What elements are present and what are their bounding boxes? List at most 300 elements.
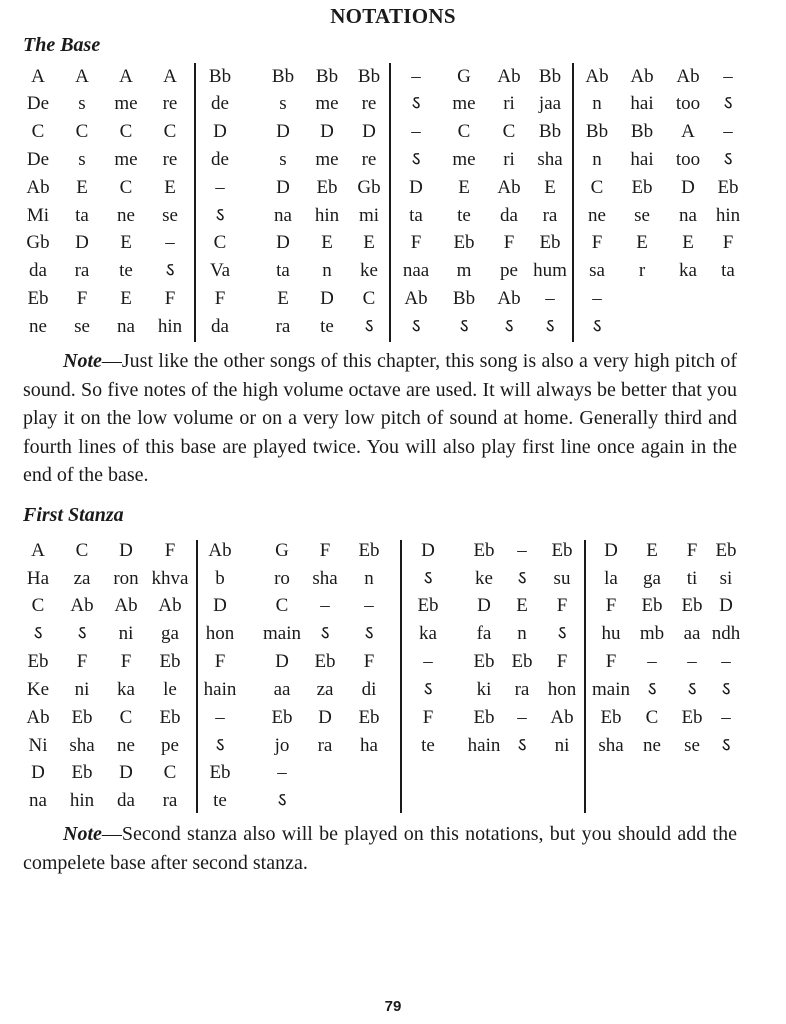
note-cell: A [119,66,133,87]
syllable-cell: da [29,260,47,281]
syllable-cell: ga [161,623,179,644]
note-cell: D [681,177,695,198]
base-heading: The Base [23,34,101,56]
syllable-cell: ndh [711,623,741,644]
note-cell: E [363,232,375,253]
syllable-cell: ऽ [33,623,43,644]
syllable-cell: sha [537,149,563,170]
note-cell: Eb [358,540,380,561]
syllable-cell: ऽ [364,316,374,337]
note-cell: Eb [641,595,663,616]
syllable-cell: ऽ [364,623,374,644]
note-cell: Bb [315,66,339,87]
syllable-cell: te [119,260,133,281]
syllable-cell: khva [151,568,189,589]
note-cell: Ab [585,66,609,87]
syllable-cell: Va [209,260,231,281]
note-cell: Ab [497,288,521,309]
note-cell: D [477,595,491,616]
syllable-cell: Ha [26,568,50,589]
syllable-cell: ra [74,260,90,281]
syllable-cell: ke [360,260,378,281]
syllable-cell: ऽ [277,790,287,811]
note-cell: – [277,762,287,783]
note-cell: – [411,121,421,142]
note-cell: D [275,651,289,672]
syllable-cell: ki [476,679,492,700]
note-cell: E [646,540,658,561]
note-cell: Bb [585,121,609,142]
syllable-cell: ri [503,93,515,114]
syllable-cell: hin [69,790,95,811]
note-cell: Eb [271,707,293,728]
syllable-cell: ni [118,623,134,644]
note-cell: C [590,177,604,198]
note-cell: Eb [715,540,737,561]
syllable-cell: n [592,149,602,170]
note-cell: Eb [71,762,93,783]
note-cell: – [423,651,433,672]
syllable-cell: m [456,260,472,281]
syllable-cell: ऽ [423,568,433,589]
note-cell: F [605,595,617,616]
note-cell: E [682,232,694,253]
note-cell: D [421,540,435,561]
note-cell: Eb [159,651,181,672]
syllable-cell: re [361,93,377,114]
note-cell: – [721,707,731,728]
note-cell: Gb [26,232,50,253]
syllable-cell: ऽ [557,623,567,644]
page-number: 79 [384,998,402,1015]
note-cell: D [276,177,290,198]
syllable-cell: r [638,260,646,281]
note-cell: F [319,540,331,561]
note-cell: – [411,66,421,87]
syllable-cell: ni [74,679,90,700]
syllable-cell: s [279,149,287,170]
note-cell: D [276,232,290,253]
syllable-cell: da [500,205,518,226]
syllable-cell: ra [514,679,530,700]
note-cell: – [517,707,527,728]
syllable-cell: ta [276,260,290,281]
syllable-cell: za [73,568,91,589]
syllable-cell: mb [639,623,665,644]
syllable-cell: te [213,790,227,811]
note-cell: – [364,595,374,616]
note-cell: Eb [27,651,49,672]
syllable-cell: se [634,205,650,226]
syllable-cell: ऽ [411,93,421,114]
syllable-cell: ऽ [459,316,469,337]
note-cell: D [75,232,89,253]
note-cell: Eb [511,651,533,672]
note-paragraph-2 [23,820,737,877]
syllable-cell: na [29,790,47,811]
syllable-cell: sha [69,735,95,756]
syllable-cell: la [604,568,618,589]
note-cell: Eb [600,707,622,728]
note-cell: E [120,288,132,309]
note-cell: – [723,66,733,87]
syllable-cell: hain [467,735,501,756]
syllable-cell: ti [686,568,698,589]
note-cell: Gb [357,177,381,198]
note-cell: C [213,232,227,253]
note-lead: Note [63,823,102,845]
note-cell: F [214,288,226,309]
syllable-cell: ne [117,205,135,226]
note-cell: – [517,540,527,561]
syllable-cell: ऽ [687,679,697,700]
syllable-cell: Mi [26,205,50,226]
syllable-cell: ka [117,679,135,700]
syllable-cell: ऽ [545,316,555,337]
syllable-cell: da [211,316,229,337]
syllable-cell: me [315,93,339,114]
syllable-cell: ta [721,260,735,281]
syllable-cell: Ni [28,735,48,756]
syllable-cell: ऽ [517,735,527,756]
note-cell: C [457,121,471,142]
note-cell: F [686,540,698,561]
syllable-cell: su [553,568,571,589]
syllable-cell: n [592,93,602,114]
note-cell: Ab [550,707,574,728]
syllable-cell: ऽ [721,679,731,700]
note-cell: Bb [630,121,654,142]
syllable-cell: di [361,679,377,700]
note-cell: F [591,232,603,253]
syllable-cell: ri [503,149,515,170]
syllable-cell: De [26,149,50,170]
syllable-cell: hu [601,623,621,644]
syllable-cell: pe [161,735,179,756]
syllable-cell: ne [643,735,661,756]
syllable-cell: hon [547,679,577,700]
note-cell: E [516,595,528,616]
syllable-cell: s [78,93,86,114]
note-cell: Eb [473,707,495,728]
syllable-cell: ne [588,205,606,226]
note-cell: Ab [26,177,50,198]
syllable-cell: ऽ [721,735,731,756]
note-cell: Eb [473,651,495,672]
syllable-cell: hai [630,93,654,114]
note-cell: D [719,595,733,616]
note-cell: A [31,540,45,561]
stanza-heading: First Stanza [23,504,124,526]
syllable-cell: fa [476,623,492,644]
note-cell: – [215,177,225,198]
syllable-cell: le [163,679,177,700]
note-cell: D [119,762,133,783]
syllable-cell: ra [275,316,291,337]
syllable-cell: ta [75,205,89,226]
syllable-cell: hin [314,205,340,226]
syllable-cell: re [361,149,377,170]
syllable-cell: na [274,205,292,226]
note-cell: – [721,651,731,672]
page-title: NOTATIONS [330,4,456,28]
syllable-cell: re [162,149,178,170]
note-cell: Ab [497,66,521,87]
note-cell: Eb [209,762,231,783]
note-cell: F [76,288,88,309]
syllable-cell: hai [630,149,654,170]
syllable-cell: ta [409,205,423,226]
syllable-cell: na [117,316,135,337]
syllable-cell: si [719,568,733,589]
syllable-cell: ka [419,623,437,644]
note-cell: D [320,121,334,142]
note-cell: D [409,177,423,198]
note-cell: Ab [676,66,700,87]
syllable-cell: de [211,149,229,170]
note-text: —Just like the other songs of this chapter, this song is also a very high pitch of sound. So five notes of the high volume octave are used. It will always be better that you play it on the low volume or on a very low pitch of sound at home. Generally third and fourth lines of this base are played twice. You will also play first line once again in the end of the base. [23,350,737,486]
syllable-cell: me [114,93,138,114]
note-cell: Bb [357,66,381,87]
note-cell: C [31,121,45,142]
note-cell: Bb [538,66,562,87]
note-cell: – [592,288,602,309]
note-cell: F [164,540,176,561]
note-cell: A [163,66,177,87]
syllable-cell: ऽ [423,679,433,700]
syllable-cell: ऽ [411,149,421,170]
note-cell: A [681,121,695,142]
syllable-cell: pe [500,260,518,281]
note-cell: A [75,66,89,87]
note-cell: Eb [27,288,49,309]
syllable-cell: sha [598,735,624,756]
note-cell: Ab [208,540,232,561]
syllable-cell: Ke [26,679,50,700]
syllable-cell: n [364,568,374,589]
syllable-cell: s [78,149,86,170]
note-cell: F [556,651,568,672]
note-cell: C [31,595,45,616]
syllable-cell: ऽ [592,316,602,337]
syllable-cell: me [452,93,476,114]
syllable-cell: jo [274,735,290,756]
note-cell: C [362,288,376,309]
note-cell: – [320,595,330,616]
syllable-cell: se [74,316,90,337]
syllable-cell: ha [360,735,378,756]
syllable-cell: te [320,316,334,337]
note-cell: Bb [452,288,476,309]
syllable-cell: ऽ [647,679,657,700]
syllable-cell: ऽ [165,260,175,281]
note-cell: Eb [681,707,703,728]
syllable-cell: hon [205,623,235,644]
note-cell: D [318,707,332,728]
note-paragraph [23,347,737,490]
note-cell: C [75,121,89,142]
syllable-cell: da [117,790,135,811]
syllable-cell: ka [679,260,697,281]
note-cell: Ab [404,288,428,309]
note-cell: Eb [316,177,338,198]
note-cell: Ab [630,66,654,87]
syllable-cell: ऽ [320,623,330,644]
syllable-cell: b [215,568,225,589]
note-text: —Second stanza also will be played on this notations, but you should add the compelete base after second stanza. [23,823,737,874]
note-cell: D [31,762,45,783]
syllable-cell: re [162,93,178,114]
note-cell: Ab [114,595,138,616]
syllable-cell: ऽ [504,316,514,337]
syllable-cell: ro [274,568,290,589]
syllable-cell: jaa [538,93,562,114]
syllable-cell: de [211,93,229,114]
note-cell: Bb [208,66,232,87]
note-cell: D [604,540,618,561]
note-cell: Eb [417,595,439,616]
note-cell: D [276,121,290,142]
note-cell: – [723,121,733,142]
syllable-cell: main [263,623,301,644]
note-cell: – [647,651,657,672]
note-cell: E [458,177,470,198]
syllable-cell: me [452,149,476,170]
syllable-cell: ni [554,735,570,756]
note-cell: E [544,177,556,198]
note-cell: E [164,177,176,198]
note-lead: Note [63,350,102,372]
note-cell: Eb [473,540,495,561]
note-cell: Eb [453,232,475,253]
note-cell: – [215,707,225,728]
syllable-cell: hin [157,316,183,337]
syllable-cell: te [421,735,435,756]
syllable-cell: ऽ [723,93,733,114]
syllable-cell: ne [29,316,47,337]
note-cell: Eb [314,651,336,672]
syllable-cell: ऽ [215,205,225,226]
note-cell: F [410,232,422,253]
note-cell: F [422,707,434,728]
syllable-cell: ga [643,568,661,589]
note-cell: Eb [681,595,703,616]
note-cell: Eb [717,177,739,198]
syllable-cell: mi [358,205,380,226]
syllable-cell: too [675,149,701,170]
syllable-cell: ke [475,568,493,589]
note-cell: C [119,707,133,728]
note-cell: A [31,66,45,87]
note-cell: C [119,121,133,142]
note-cell: E [76,177,88,198]
syllable-cell: ऽ [411,316,421,337]
syllable-cell: ne [117,735,135,756]
syllable-cell: za [316,679,334,700]
note-cell: D [362,121,376,142]
note-cell: Ab [497,177,521,198]
note-cell: Bb [538,121,562,142]
note-cell: C [75,540,89,561]
note-cell: F [556,595,568,616]
syllable-cell: hain [203,679,237,700]
note-cell: F [214,651,226,672]
note-cell: D [213,595,227,616]
syllable-cell: main [592,679,630,700]
note-cell: Eb [551,540,573,561]
syllable-cell: aa [683,623,701,644]
syllable-cell: sha [312,568,338,589]
note-cell: E [120,232,132,253]
note-cell: F [76,651,88,672]
syllable-cell: se [684,735,700,756]
note-cell: Ab [158,595,182,616]
note-cell: C [502,121,516,142]
note-cell: – [687,651,697,672]
note-cell: – [545,288,555,309]
note-cell: C [645,707,659,728]
syllable-cell: ra [542,205,558,226]
note-cell: Ab [70,595,94,616]
note-cell: G [457,66,471,87]
syllable-cell: De [26,93,50,114]
syllable-cell: ऽ [215,735,225,756]
syllable-cell: hin [715,205,741,226]
note-cell: Ab [26,707,50,728]
note-cell: – [165,232,175,253]
syllable-cell: hum [533,260,567,281]
syllable-cell: too [675,93,701,114]
note-cell: F [363,651,375,672]
note-cell: F [503,232,515,253]
note-cell: Eb [159,707,181,728]
syllable-cell: n [517,623,527,644]
syllable-cell: na [679,205,697,226]
syllable-cell: ऽ [77,623,87,644]
syllable-cell: ra [162,790,178,811]
syllable-cell: sa [589,260,605,281]
syllable-cell: aa [273,679,291,700]
note-cell: Eb [539,232,561,253]
note-cell: E [321,232,333,253]
note-cell: Eb [358,707,380,728]
syllable-cell: n [322,260,332,281]
note-cell: Bb [271,66,295,87]
syllable-cell: me [114,149,138,170]
note-cell: F [120,651,132,672]
note-cell: F [722,232,734,253]
syllable-cell: me [315,149,339,170]
syllable-cell: s [279,93,287,114]
note-cell: F [605,651,617,672]
note-cell: Eb [71,707,93,728]
note-cell: Eb [631,177,653,198]
note-cell: D [320,288,334,309]
note-cell: E [636,232,648,253]
note-cell: F [164,288,176,309]
note-cell: C [163,121,177,142]
syllable-cell: ron [113,568,139,589]
syllable-cell: ra [317,735,333,756]
syllable-cell: naa [402,260,430,281]
note-cell: D [213,121,227,142]
note-cell: E [277,288,289,309]
note-cell: D [119,540,133,561]
syllable-cell: se [162,205,178,226]
syllable-cell: te [457,205,471,226]
note-cell: G [275,540,289,561]
note-cell: C [119,177,133,198]
